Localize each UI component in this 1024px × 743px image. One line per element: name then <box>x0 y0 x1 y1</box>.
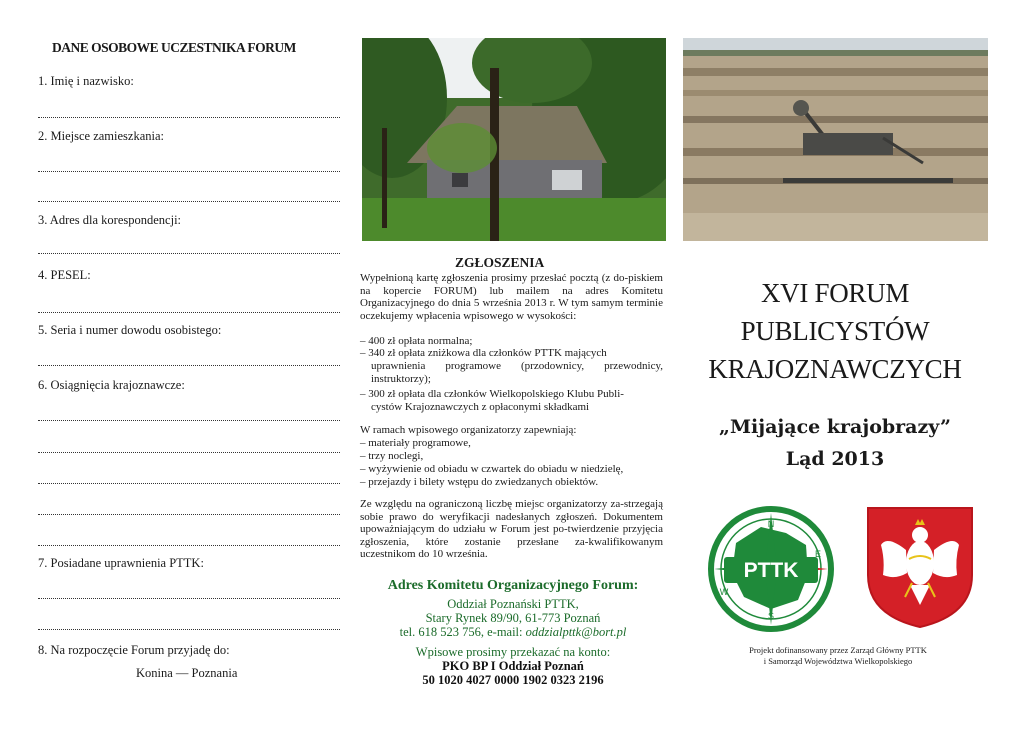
eagle-coat-of-arms-icon <box>865 505 975 630</box>
field-line-achievements-4[interactable] <box>38 514 340 515</box>
event-title-line2: PUBLICYSTÓW <box>740 316 930 346</box>
pttk-compass-logo-icon <box>706 505 836 633</box>
field-label-name: 1. Imię i nazwisko: <box>38 74 134 88</box>
field-line-residence-1[interactable] <box>38 171 340 172</box>
funding-note-line1: Projekt dofinansowany przez Zarząd Główny PTTK <box>749 645 927 655</box>
committee-line2: Stary Rynek 89/90, 61-773 Poznań <box>425 611 601 625</box>
registration-form-panel <box>0 0 360 743</box>
includes-materials: – materiały programowe, <box>360 437 471 449</box>
payment-intro: Wpisowe prosimy przekazać na konto: <box>415 645 611 659</box>
field-line-id-number[interactable] <box>38 365 340 366</box>
field-label-arrival: 8. Na rozpoczęcie Forum przyjadę do: <box>38 643 230 657</box>
fee-discount: – 340 zł opłata zniżkowa dla członków PTTK mających <box>360 347 607 359</box>
field-line-pesel[interactable] <box>38 312 340 313</box>
includes-nights: – trzy noclegi, <box>360 450 424 462</box>
field-line-qualifications-1[interactable] <box>38 598 340 599</box>
fee-club-detail: cystów Krajoznawczych z opłaconymi składkami <box>371 401 590 413</box>
bank-account: 50 1020 4027 0000 1902 0323 2196 <box>422 673 604 687</box>
bank-name: PKO BP I Oddział Poznań <box>442 659 584 673</box>
fee-club: – 300 zł opłata dla członków Wielkopolskiego Klubu Publi- <box>360 388 624 400</box>
includes-intro: W ramach wpisowego organizatorzy zapewniają: <box>360 424 577 436</box>
field-label-pesel: 4. PESEL: <box>38 268 91 282</box>
field-label-residence: 2. Miejsce zamieszkania: <box>38 129 164 143</box>
field-line-address[interactable] <box>38 253 340 254</box>
event-place-year: Ląd 2013 <box>785 448 885 470</box>
includes-meals: – wyżywienie od obiadu w czwartek do obiadu w niedzielę, <box>360 463 624 475</box>
field-line-residence-2[interactable] <box>38 201 340 202</box>
event-title-line3: KRAJOZNAWCZYCH <box>708 354 962 384</box>
funding-note-line2: i Samorząd Województwa Wielkopolskiego <box>763 656 913 666</box>
field-line-achievements-3[interactable] <box>38 483 340 484</box>
includes-transport: – przejazdy i bilety wstępu do zwiedzanych obiektów. <box>360 476 599 488</box>
arrival-choice[interactable]: Konina — Poznania <box>136 666 238 680</box>
field-label-id-number: 5. Seria i numer dowodu osobistego: <box>38 323 222 337</box>
field-line-qualifications-2[interactable] <box>38 629 340 630</box>
field-label-achievements: 6. Osiągnięcia krajoznawcze: <box>38 378 185 392</box>
svg-text:W: W <box>719 587 729 597</box>
committee-contact <box>358 625 668 640</box>
svg-text:N: N <box>767 519 775 529</box>
open-pit-mine-photo <box>683 38 988 241</box>
pttk-logo-text: PTTK <box>743 559 799 582</box>
event-title-line1: XVI FORUM <box>760 278 910 308</box>
fee-normal: – 400 zł opłata normalna; <box>360 335 473 347</box>
svg-text:S: S <box>767 611 775 621</box>
field-line-name[interactable] <box>38 117 340 118</box>
committee-phone: tel. 618 523 756, e-mail: <box>399 625 526 639</box>
svg-text:E: E <box>814 549 822 559</box>
committee-line1: Oddział Poznański PTTK, <box>447 597 579 611</box>
committee-email-link[interactable]: oddzialpttk@bort.pl <box>525 625 627 639</box>
field-line-achievements-5[interactable] <box>38 545 340 546</box>
field-line-achievements-1[interactable] <box>38 420 340 421</box>
registration-intro: Wypełnioną kartę zgłoszenia prosimy przesłać pocztą (z do-piskiem na kopercie FORUM) lub mailem na adres Komitetu Organizacyjnego do dnia 5 września 2013 r. W tym samym terminie oczekujemy wpłacenia wpisowego w wysokości: <box>360 272 663 322</box>
thatched-cottage-photo <box>362 38 666 241</box>
field-line-achievements-2[interactable] <box>38 452 340 453</box>
committee-title: Adres Komitetu Organizacyjnego Forum: <box>387 578 639 593</box>
event-theme: „Mijające krajobrazy” <box>719 416 951 438</box>
fee-discount-detail: uprawnienia programowe (przodownicy, przewodnicy, instruktorzy); <box>371 360 663 385</box>
field-label-address: 3. Adres dla korespondencji: <box>38 213 182 227</box>
form-title: DANE OSOBOWE UCZESTNIKA FORUM <box>52 40 296 55</box>
limit-note: Ze względu na ograniczoną liczbę miejsc organizatorzy za-strzegają sobie prawo do weryfikacji nadesłanych zgłoszeń. Dokumentem upoważniającym do udziału w Forum jest po-twierdzenie przyjęcia zgłoszenia, które zostanie przesłane za-kwalifikowanym uczestnikom do 10 września. <box>360 498 663 561</box>
field-label-qualifications: 7. Posiadane uprawnienia PTTK: <box>38 556 204 570</box>
registration-heading: ZGŁOSZENIA <box>455 255 545 270</box>
